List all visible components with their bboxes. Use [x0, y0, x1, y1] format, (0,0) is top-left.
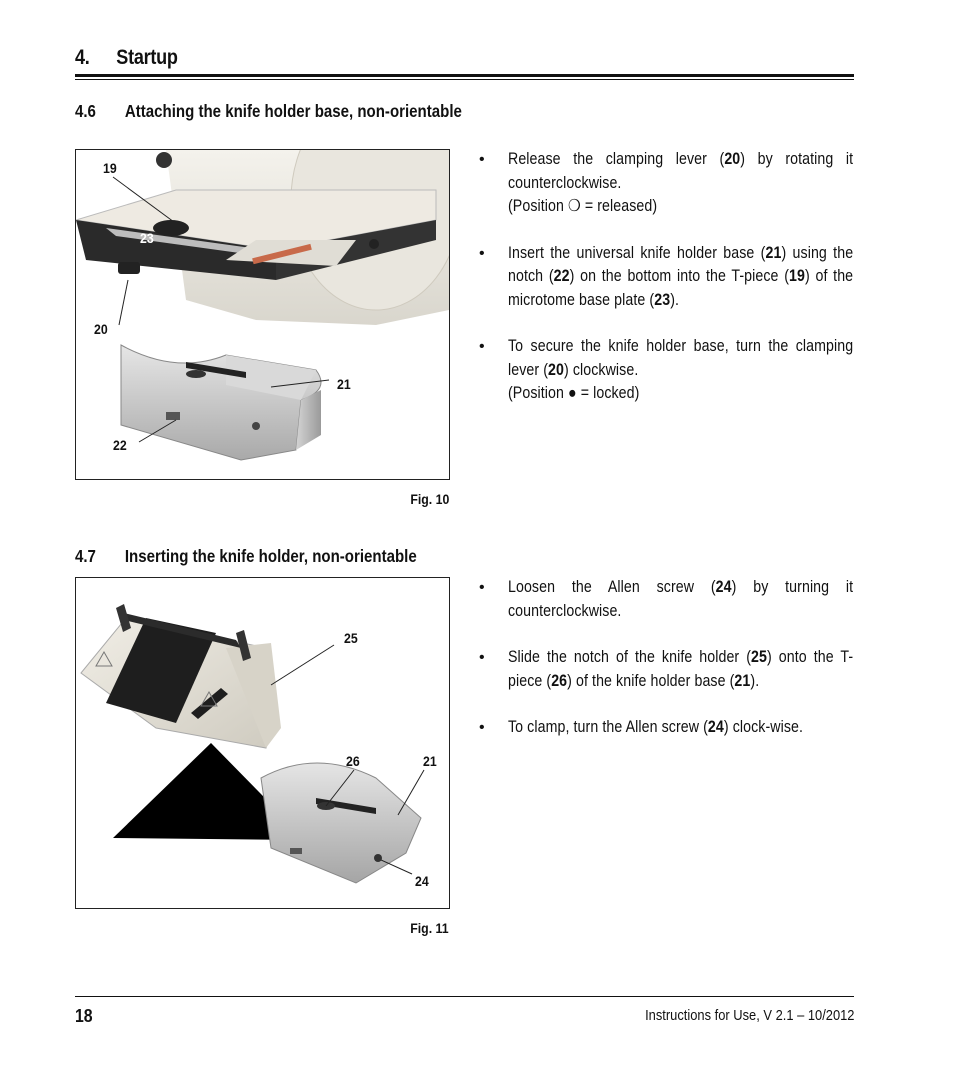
chapter-heading [75, 46, 178, 70]
figure-10 [75, 149, 450, 480]
label-25: 25 [344, 630, 358, 646]
figure-10-caption: Fig. 10 [409, 491, 449, 507]
knife-holder-base [261, 763, 421, 883]
label-23: 23 [140, 230, 154, 246]
section-number: 4.6 [75, 101, 96, 121]
clamp-knob [186, 370, 206, 378]
label-20: 20 [94, 321, 108, 337]
position-note: (Position ❍ = released) [508, 197, 658, 215]
section-4-7-heading [75, 546, 417, 567]
document-version: Instructions for Use, V 2.1 – 10/2012 [644, 1007, 854, 1024]
chapter-number: 4. [75, 46, 90, 69]
notch [166, 412, 180, 420]
label-19: 19 [103, 160, 117, 176]
section-title: Inserting the knife holder, non-orientable [124, 546, 417, 566]
step-item: • To clamp, turn the Allen screw (24) clock-wise. [479, 716, 854, 740]
step-item: • Loosen the Allen screw (24) by turning it counterclockwise. [479, 576, 854, 623]
knife-holder-illustration [76, 578, 449, 908]
leader-25 [271, 645, 334, 685]
section-4-7-steps [479, 576, 854, 763]
base-screw [252, 422, 260, 430]
section-number: 4.7 [75, 546, 96, 566]
label-22: 22 [113, 437, 127, 453]
figure-11 [75, 577, 450, 909]
step-item: • To secure the knife holder base, turn the clamping lever (20) clockwise. (Position ● = locked) [479, 335, 854, 406]
footer-rule [75, 996, 854, 997]
position-note: (Position ● = locked) [508, 384, 640, 402]
section-4-6-heading [75, 101, 462, 122]
label-26: 26 [346, 753, 360, 769]
leader-24 [381, 860, 412, 874]
top-knob [156, 152, 172, 168]
knife-holder-base [121, 345, 321, 460]
t-piece-knob [153, 220, 189, 236]
base-notch [290, 848, 302, 854]
label-21: 21 [423, 753, 437, 769]
section-4-6-steps [479, 148, 854, 429]
label-21: 21 [337, 376, 351, 392]
step-item: • Release the clamping lever (20) by rotating it counterclockwise. (Position ❍ = released) [479, 148, 854, 219]
step-item: • Slide the notch of the knife holder (25) onto the T-piece (26) of the knife holder base (21). [479, 646, 854, 693]
section-title: Attaching the knife holder base, non-orientable [124, 101, 462, 121]
chapter-title: Startup [116, 46, 178, 69]
side-screw [369, 239, 379, 249]
header-rule-thin [75, 79, 854, 80]
leader-21 [398, 770, 424, 815]
allen-screw [374, 854, 382, 862]
microtome-base-illustration [76, 150, 449, 479]
page-number: 18 [75, 1006, 93, 1026]
leader-20 [119, 280, 128, 325]
figure-11-caption: Fig. 11 [410, 920, 449, 936]
label-24: 24 [415, 873, 429, 889]
step-item: • Insert the universal knife holder base (21) using the notch (22) on the bottom into the T-piece (19) of the microtome base plate (23). [479, 242, 854, 313]
clamping-lever [118, 262, 140, 274]
header-rule-thick [75, 74, 854, 77]
